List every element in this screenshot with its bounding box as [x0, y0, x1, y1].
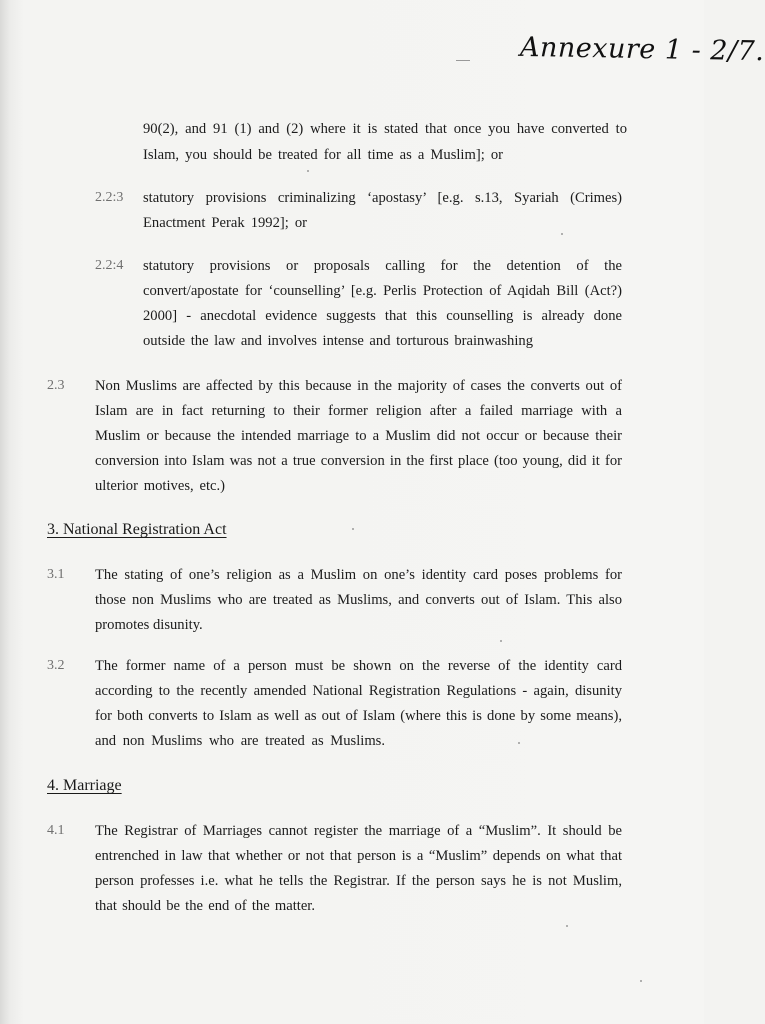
scan-speck [352, 528, 354, 530]
item-3-2-line: The former name of a person must be shown on the reverse of the identity card [95, 658, 622, 674]
para-line: Islam, you should be treated for all time as a Muslim]; or [143, 147, 503, 163]
scan-speck [561, 233, 563, 235]
item-4-1-line: that should be the end of the matter. [95, 898, 315, 914]
item-2-3-line: conversion into Islam was not a true conversion in the first place (too young, did it for [95, 453, 622, 469]
item-2-2-4-line: statutory provisions or proposals calling for the detention of the [143, 258, 622, 274]
item-2-2-4-line: 2000] - anecdotal evidence suggests that this counselling is already done [143, 308, 622, 324]
section-heading-national-registration-act: 3. National Registration Act [47, 521, 227, 538]
item-2-2-4-line: convert/apostate for ‘counselling’ [e.g. Perlis Protection of Aqidah Bill (Act?) [143, 283, 622, 299]
item-3-2-line: for both converts to Islam as well as out of Islam (where this is done by some means), [95, 708, 622, 724]
scan-speck [640, 980, 642, 982]
item-number-2-2-3: 2.2:3 [95, 190, 124, 205]
scan-mark [456, 60, 470, 61]
item-number-4-1: 4.1 [47, 823, 65, 838]
item-3-2-line: according to the recently amended National Registration Regulations - again, disunity [95, 683, 622, 699]
para-line: 90(2), and 91 (1) and (2) where it is stated that once you have converted to [143, 121, 627, 137]
item-2-3-line: Muslim or because the intended marriage to a Muslim did not occur or because their [95, 428, 622, 444]
item-number-2-3: 2.3 [47, 378, 65, 393]
item-number-3-2: 3.2 [47, 658, 65, 673]
item-4-1-line: entrenched in law that whether or not that person is a “Muslim” depends on what that [95, 848, 622, 864]
item-3-1-line: The stating of one’s religion as a Muslim on one’s identity card poses problems for [95, 567, 622, 583]
scan-speck [566, 925, 568, 927]
item-number-2-2-4: 2.2:4 [95, 258, 124, 273]
handwritten-annex-note: Annexure 1 - 2/7. [519, 31, 765, 68]
item-number-3-1: 3.1 [47, 567, 65, 582]
scan-speck [307, 170, 309, 172]
item-2-2-3-line: Enactment Perak 1992]; or [143, 215, 307, 231]
item-2-2-4-line: outside the law and involves intense and torturous brainwashing [143, 333, 533, 349]
item-2-2-3-line: statutory provisions criminalizing ‘apostasy’ [e.g. s.13, Syariah (Crimes) [143, 190, 622, 206]
item-3-2-line: and non Muslims who are treated as Muslims. [95, 733, 385, 749]
item-4-1-line: person professes i.e. what he tells the Registrar. If the person says he is not Muslim, [95, 873, 622, 889]
scan-speck [500, 640, 502, 642]
item-2-3-line: ulterior motives, etc.) [95, 478, 225, 494]
item-3-1-line: promotes disunity. [95, 617, 203, 633]
item-4-1-line: The Registrar of Marriages cannot register the marriage of a “Muslim”. It should be [95, 823, 622, 839]
item-3-1-line: those non Muslims who are treated as Muslims, and converts out of Islam. This also [95, 592, 622, 608]
scan-speck [518, 742, 520, 744]
item-2-3-line: Non Muslims are affected by this because in the majority of cases the converts out of [95, 378, 622, 394]
item-2-3-line: Islam are in fact returning to their former religion after a failed marriage with a [95, 403, 622, 419]
section-heading-marriage: 4. Marriage [47, 777, 122, 794]
